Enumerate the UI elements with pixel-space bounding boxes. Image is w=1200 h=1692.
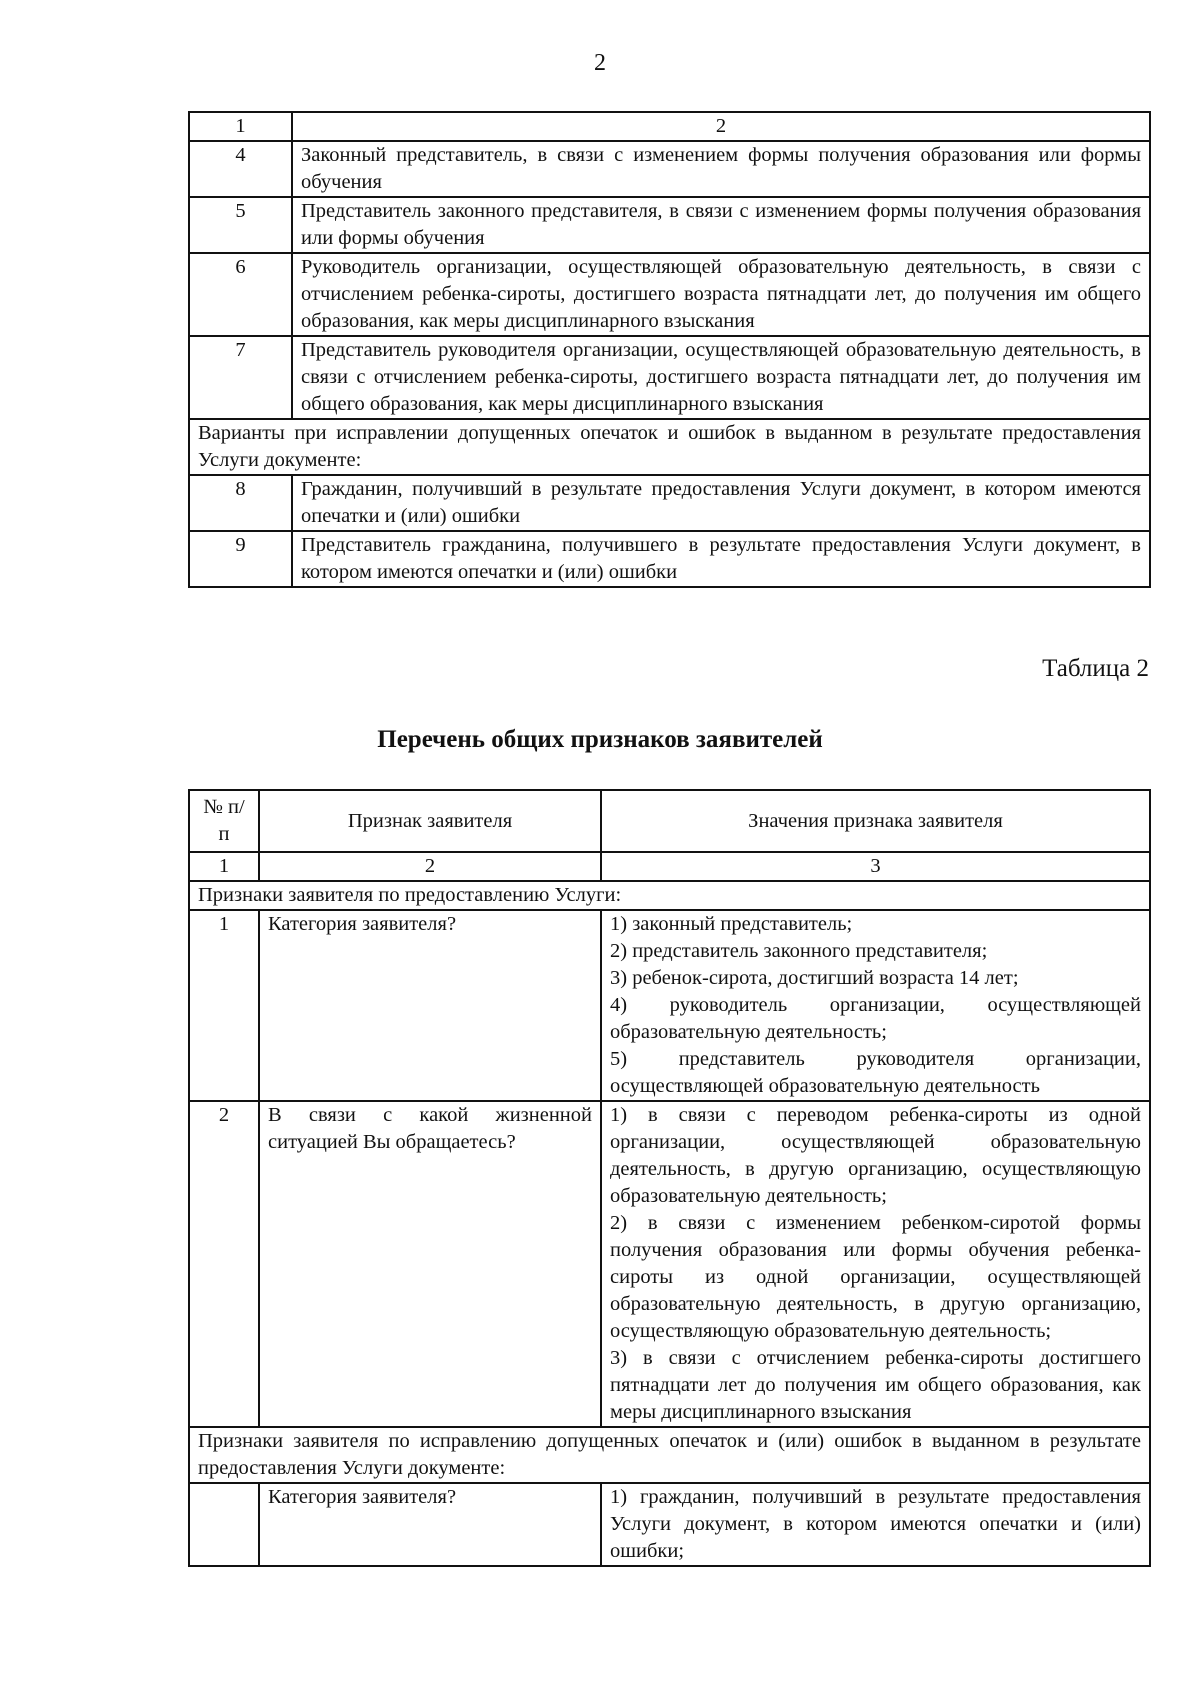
value-item: 1) в связи с переводом ребенка-сироты из одной организации, осуществляющей образовательную деятельность, в другую организацию, осуществляющую образовательную деятельность;	[610, 1104, 1141, 1207]
table-row	[189, 1483, 1150, 1566]
row-number: 4	[189, 141, 292, 197]
header-sign: Признак заявителя	[259, 790, 601, 852]
row-number: 2	[189, 1101, 259, 1427]
applicant-variants-table	[188, 111, 1151, 588]
column-number-2: 2	[292, 112, 1150, 141]
row-text: Гражданин, получивший в результате предоставления Услуги документ, в котором имеются опечатки и (или) ошибки	[292, 475, 1150, 531]
column-number-1: 1	[189, 852, 259, 881]
section-row	[189, 419, 1150, 475]
section-heading: Признаки заявителя по исправлению допущенных опечаток и (или) ошибок в выданном в результате предоставления Услуги документе:	[189, 1427, 1150, 1483]
value-item: 1) гражданин, получивший в результате предоставления Услуги документ, в котором имеются опечатки и (или) ошибки;	[610, 1486, 1141, 1562]
value-item: 4) руководитель организации, осуществляющей образовательную деятельность;	[610, 994, 1141, 1043]
value-item: 1) законный представитель;	[610, 913, 853, 935]
row-text: Законный представитель, в связи с изменением формы получения образования или формы обучения	[292, 141, 1150, 197]
row-number: 9	[189, 531, 292, 587]
section-row	[189, 881, 1150, 910]
section-heading: Признаки заявителя по предоставлению Услуги:	[189, 881, 1150, 910]
table-row	[189, 910, 1150, 1101]
row-text: Представитель законного представителя, в связи с изменением формы получения образования или формы обучения	[292, 197, 1150, 253]
column-number-2: 2	[259, 852, 601, 881]
row-number: 1	[189, 910, 259, 1101]
header-values: Значения признака заявителя	[601, 790, 1150, 852]
table-title: Перечень общих признаков заявителей	[377, 726, 823, 753]
value-item: 3) ребенок-сирота, достигший возраста 14 лет;	[610, 967, 1019, 989]
row-values	[601, 910, 1150, 1101]
table-row	[189, 475, 1150, 531]
row-sign: В связи с какой жизненной ситуацией Вы обращаетесь?	[259, 1101, 601, 1427]
table-row	[189, 253, 1150, 336]
table-row	[189, 531, 1150, 587]
value-item: 5) представитель руководителя организации, осуществляющей образовательную деятельность	[610, 1048, 1141, 1097]
table-row	[189, 1101, 1150, 1427]
value-item: 2) представитель законного представителя;	[610, 940, 988, 962]
row-sign: Категория заявителя?	[259, 910, 601, 1101]
table-row	[189, 336, 1150, 419]
row-number: 8	[189, 475, 292, 531]
page-number: 2	[594, 50, 606, 76]
row-text: Представитель гражданина, получившего в результате предоставления Услуги документ, в котором имеются опечатки и (или) ошибки	[292, 531, 1150, 587]
row-number: 5	[189, 197, 292, 253]
applicant-signs-table	[188, 789, 1151, 1567]
value-item: 2) в связи с изменением ребенком-сиротой формы получения образования или формы обучения ребенка-сироты из одной организации, осуществляющей образовательную деятельность, в другую организацию, осуществляющую образовательную деятельность;	[610, 1212, 1141, 1342]
row-text: Руководитель организации, осуществляющей образовательную деятельность, в связи с отчислением ребенка-сироты, достигшего возраста пятнадцати лет, до получения им общего образования, как меры дисциплинарного взыскания	[292, 253, 1150, 336]
table-label: Таблица 2	[1042, 655, 1149, 682]
row-number: 7	[189, 336, 292, 419]
table-row	[189, 141, 1150, 197]
row-number	[189, 1483, 259, 1566]
column-number-1: 1	[189, 112, 292, 141]
row-values	[601, 1483, 1150, 1566]
row-sign: Категория заявителя?	[259, 1483, 601, 1566]
header-number: № п/п	[189, 790, 259, 852]
row-number: 6	[189, 253, 292, 336]
column-number-3: 3	[601, 852, 1150, 881]
table-header-row	[189, 790, 1150, 852]
value-item: 3) в связи с отчислением ребенка-сироты достигшего пятнадцати лет до получения им общего образования, как меры дисциплинарного взыскания	[610, 1347, 1141, 1423]
section-heading: Варианты при исправлении допущенных опечаток и ошибок в выданном в результате предоставления Услуги документе:	[189, 419, 1150, 475]
row-values	[601, 1101, 1150, 1427]
row-text: Представитель руководителя организации, осуществляющей образовательную деятельность, в связи с отчислением ребенка-сироты, достигшего возраста пятнадцати лет, до получения им общего образования, как меры дисциплинарного взыскания	[292, 336, 1150, 419]
table-row	[189, 197, 1150, 253]
column-numbers-row	[189, 852, 1150, 881]
table-header-row	[189, 112, 1150, 141]
section-row	[189, 1427, 1150, 1483]
